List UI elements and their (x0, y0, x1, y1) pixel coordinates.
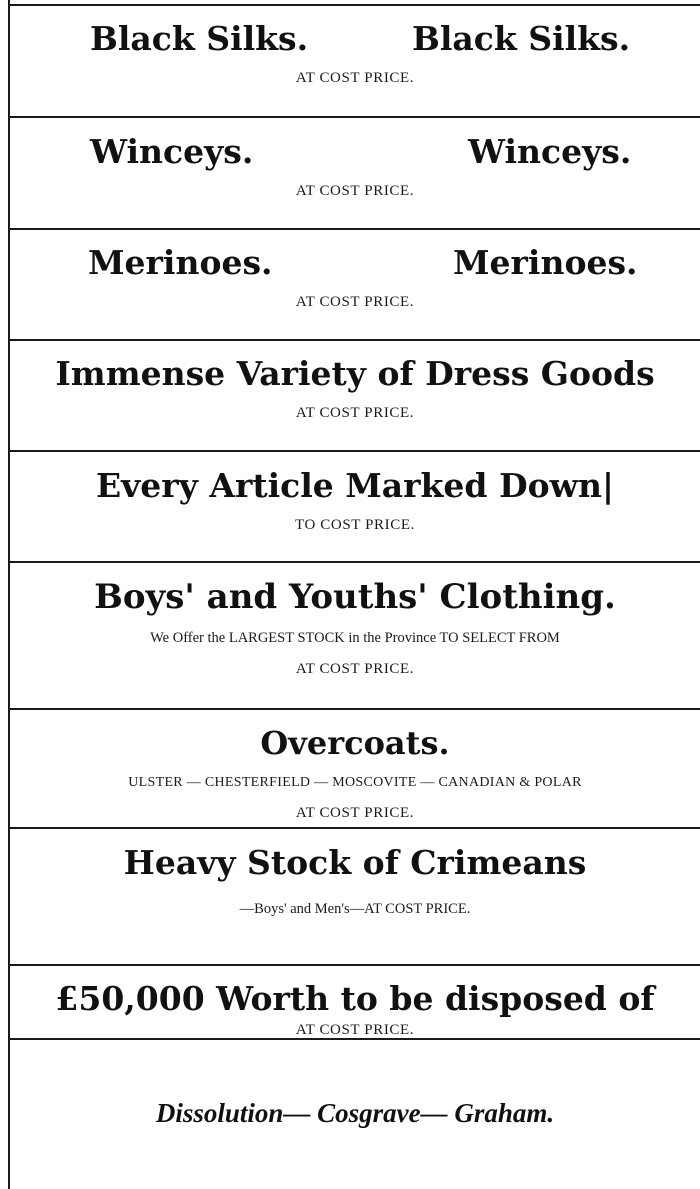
boys-clothing-price: AT COST PRICE. (295, 661, 415, 677)
worth-price: AT COST PRICE. (295, 1022, 415, 1038)
signature-section (10, 1098, 700, 1129)
divider-rule (10, 450, 700, 452)
divider-rule (10, 4, 700, 6)
crimeans-price-line: —Boys' and Men's—AT COST PRICE. (239, 901, 471, 917)
boys-clothing-offer: We Offer the LARGEST STOCK in the Province TO SELECT FROM (150, 630, 560, 646)
worth-headline: £50,000 Worth to be disposed of (55, 979, 655, 1018)
winceys-right: Winceys. (468, 132, 632, 171)
merinoes-right: Merinoes. (453, 243, 638, 282)
black-silks-right: Black Silks. (412, 19, 631, 58)
marked-down-price: TO COST PRICE. (295, 517, 415, 533)
merinoes-left: Merinoes. (88, 243, 273, 282)
overcoats-headline: Overcoats. (260, 724, 450, 762)
crimeans-headline: Heavy Stock of Crimeans (123, 843, 587, 882)
dress-goods-price: AT COST PRICE. (295, 405, 415, 421)
winceys-ad (10, 132, 700, 200)
overcoats-ad (10, 724, 700, 822)
marked-down-headline: Every Article Marked Down| (95, 466, 614, 505)
overcoats-price: AT COST PRICE. (295, 805, 415, 821)
boys-clothing-ad (10, 577, 700, 678)
winceys-price: AT COST PRICE. (295, 183, 415, 199)
marked-down-ad (10, 466, 700, 534)
divider-rule (10, 561, 700, 563)
merinoes-price: AT COST PRICE. (295, 294, 415, 310)
overcoats-styles: ULSTER — CHESTERFIELD — MOSCOVITE — CANADIAN & POLAR (128, 775, 582, 790)
crimeans-ad (10, 843, 700, 918)
dress-goods-ad (10, 354, 700, 422)
worth-ad (10, 979, 700, 1039)
black-silks-price: AT COST PRICE. (295, 70, 415, 86)
divider-rule (10, 964, 700, 966)
divider-rule (10, 827, 700, 829)
signature-line: Dissolution— Cosgrave— Graham. (155, 1098, 555, 1128)
black-silks-ad (10, 19, 700, 87)
divider-rule (10, 708, 700, 710)
merinoes-ad (10, 243, 700, 311)
divider-rule (10, 339, 700, 341)
divider-rule (10, 228, 700, 230)
divider-rule (10, 116, 700, 118)
dress-goods-headline: Immense Variety of Dress Goods (55, 354, 655, 393)
black-silks-left: Black Silks. (90, 19, 309, 58)
boys-clothing-headline: Boys' and Youths' Clothing. (94, 577, 616, 617)
winceys-left: Winceys. (90, 132, 254, 171)
